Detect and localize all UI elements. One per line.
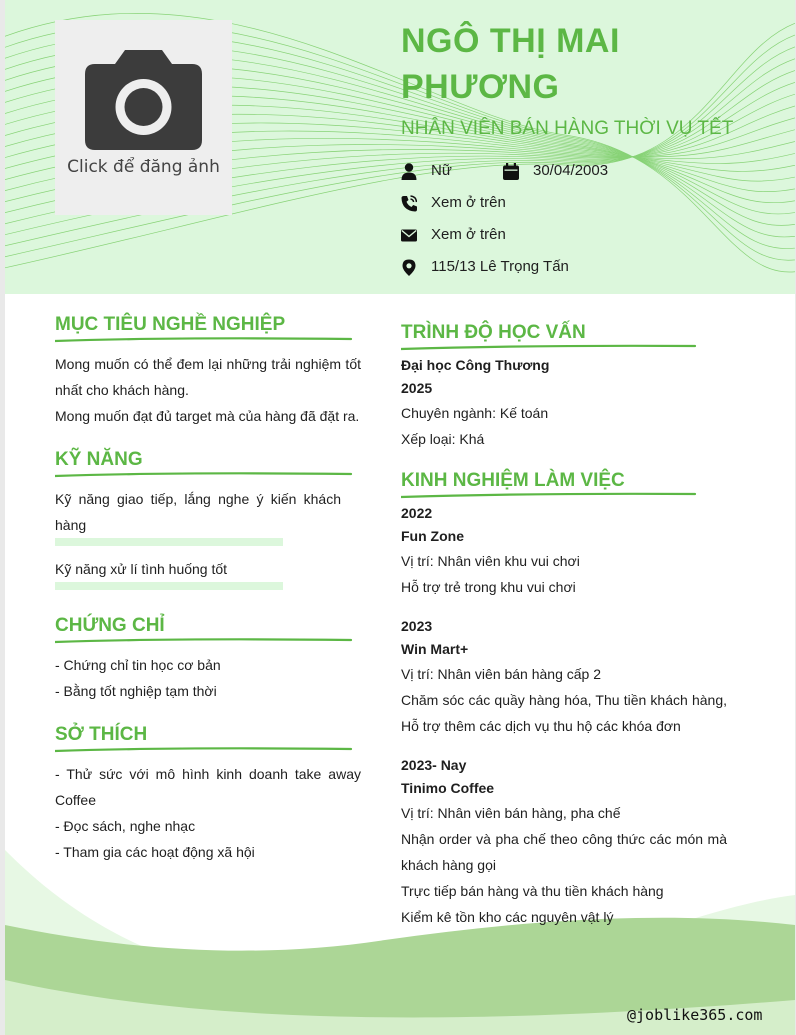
job-position: Vị trí: Nhân viên khu vui chơi [401,553,580,569]
job-company: Win Mart+ [401,641,469,657]
education-underline [401,342,701,352]
certificate-item: - Chứng chỉ tin học cơ bản [55,657,221,673]
job-position: Vị trí: Nhân viên bán hàng cấp 2 [401,666,602,682]
experience-heading: KINH NGHIỆM LÀM VIỆC [401,470,625,491]
objective-underline [55,335,355,345]
experience-item [401,502,727,600]
photo-upload-placeholder[interactable] [55,20,232,215]
job-detail: Trực tiếp bán hàng và thu tiền khách hàng [401,883,664,899]
hobbies-heading: SỞ THÍCH [55,724,148,745]
job-company: Tinimo Coffee [401,780,495,796]
school-name: Đại học Công Thương [401,357,550,373]
hobby-item: - Đọc sách, nghe nhạc [55,818,196,834]
job-detail: Hỗ trợ trẻ trong khu vui chơi [401,579,576,595]
site-watermark: @joblike365.com [627,1006,763,1024]
objective-text [55,351,361,429]
skill-item-situation [55,556,361,582]
skill-item-communication [55,486,341,538]
experience-item [401,754,727,930]
birthday-value: 30/04/2003 [533,162,609,179]
skill-label: Kỹ năng giao tiếp, lắng nghe ý kiến khách hàng [55,491,341,533]
calendar-icon [503,163,519,180]
phone-icon [401,195,417,212]
job-detail: Nhận order và pha chế theo công thức các món mà khách hàng gọi [401,831,727,873]
person-icon [401,163,417,180]
location-pin-icon [401,259,417,276]
experience-item [401,615,727,739]
job-position: Vị trí: Nhân viên bán hàng, pha chế [401,805,621,821]
job-detail: Kiểm kê tồn kho các nguyên vật lý [401,909,614,925]
hobby-item: - Tham gia các hoạt động xã hội [55,844,255,860]
candidate-name: NGÔ THỊ MAI PHƯƠNG [401,22,620,106]
hobbies-list [55,761,361,865]
job-period: 2023 [401,618,433,634]
skills-heading: KỸ NĂNG [55,449,143,470]
camera-icon [85,48,202,150]
education-major: Chuyên ngành: Kế toán [401,405,549,421]
phone-value: Xem ở trên [431,194,506,211]
objective-line: Mong muốn đạt đủ target mà của hàng đã đặt ra. [55,408,360,424]
job-title: NHÂN VIÊN BÁN HÀNG THỜI VỤ TẾT [401,118,734,139]
skill-level-bar [55,538,283,546]
education-block [401,354,741,452]
job-period: 2022 [401,505,433,521]
certificate-item: - Bằng tốt nghiệp tạm thời [55,683,217,699]
graduation-year: 2025 [401,380,433,396]
photo-upload-label: Click để đăng ảnh [67,157,220,177]
objective-heading: MỤC TIÊU NGHỀ NGHIỆP [55,314,286,335]
objective-line: Mong muốn có thể đem lại những trải nghiệm tốt nhất cho khách hàng. [55,356,361,398]
skill-level-bar [55,582,283,590]
skill-label: Kỹ năng xử lí tình huống tốt [55,561,228,577]
address-value: 115/13 Lê Trọng Tấn [431,258,569,275]
skills-underline [55,470,355,480]
education-heading: TRÌNH ĐỘ HỌC VẤN [401,322,586,343]
job-period: 2023- Nay [401,757,467,773]
hobby-item: - Thử sức với mô hình kinh doanh take away Coffee [55,766,361,808]
certificates-underline [55,636,355,646]
certificates-list [55,652,361,704]
cv-page [5,0,795,1035]
hobbies-underline [55,745,355,755]
experience-underline [401,490,701,500]
job-company: Fun Zone [401,528,464,544]
education-rank: Xếp loại: Khá [401,431,485,447]
gender-value: Nữ [431,162,452,179]
certificates-heading: CHỨNG CHỈ [55,615,165,636]
job-detail: Chăm sóc các quầy hàng hóa, Thu tiền khách hàng, Hỗ trợ thêm các dịch vụ thu hộ các khóa đơn [401,692,727,734]
envelope-icon [401,227,417,244]
email-value: Xem ở trên [431,226,506,243]
